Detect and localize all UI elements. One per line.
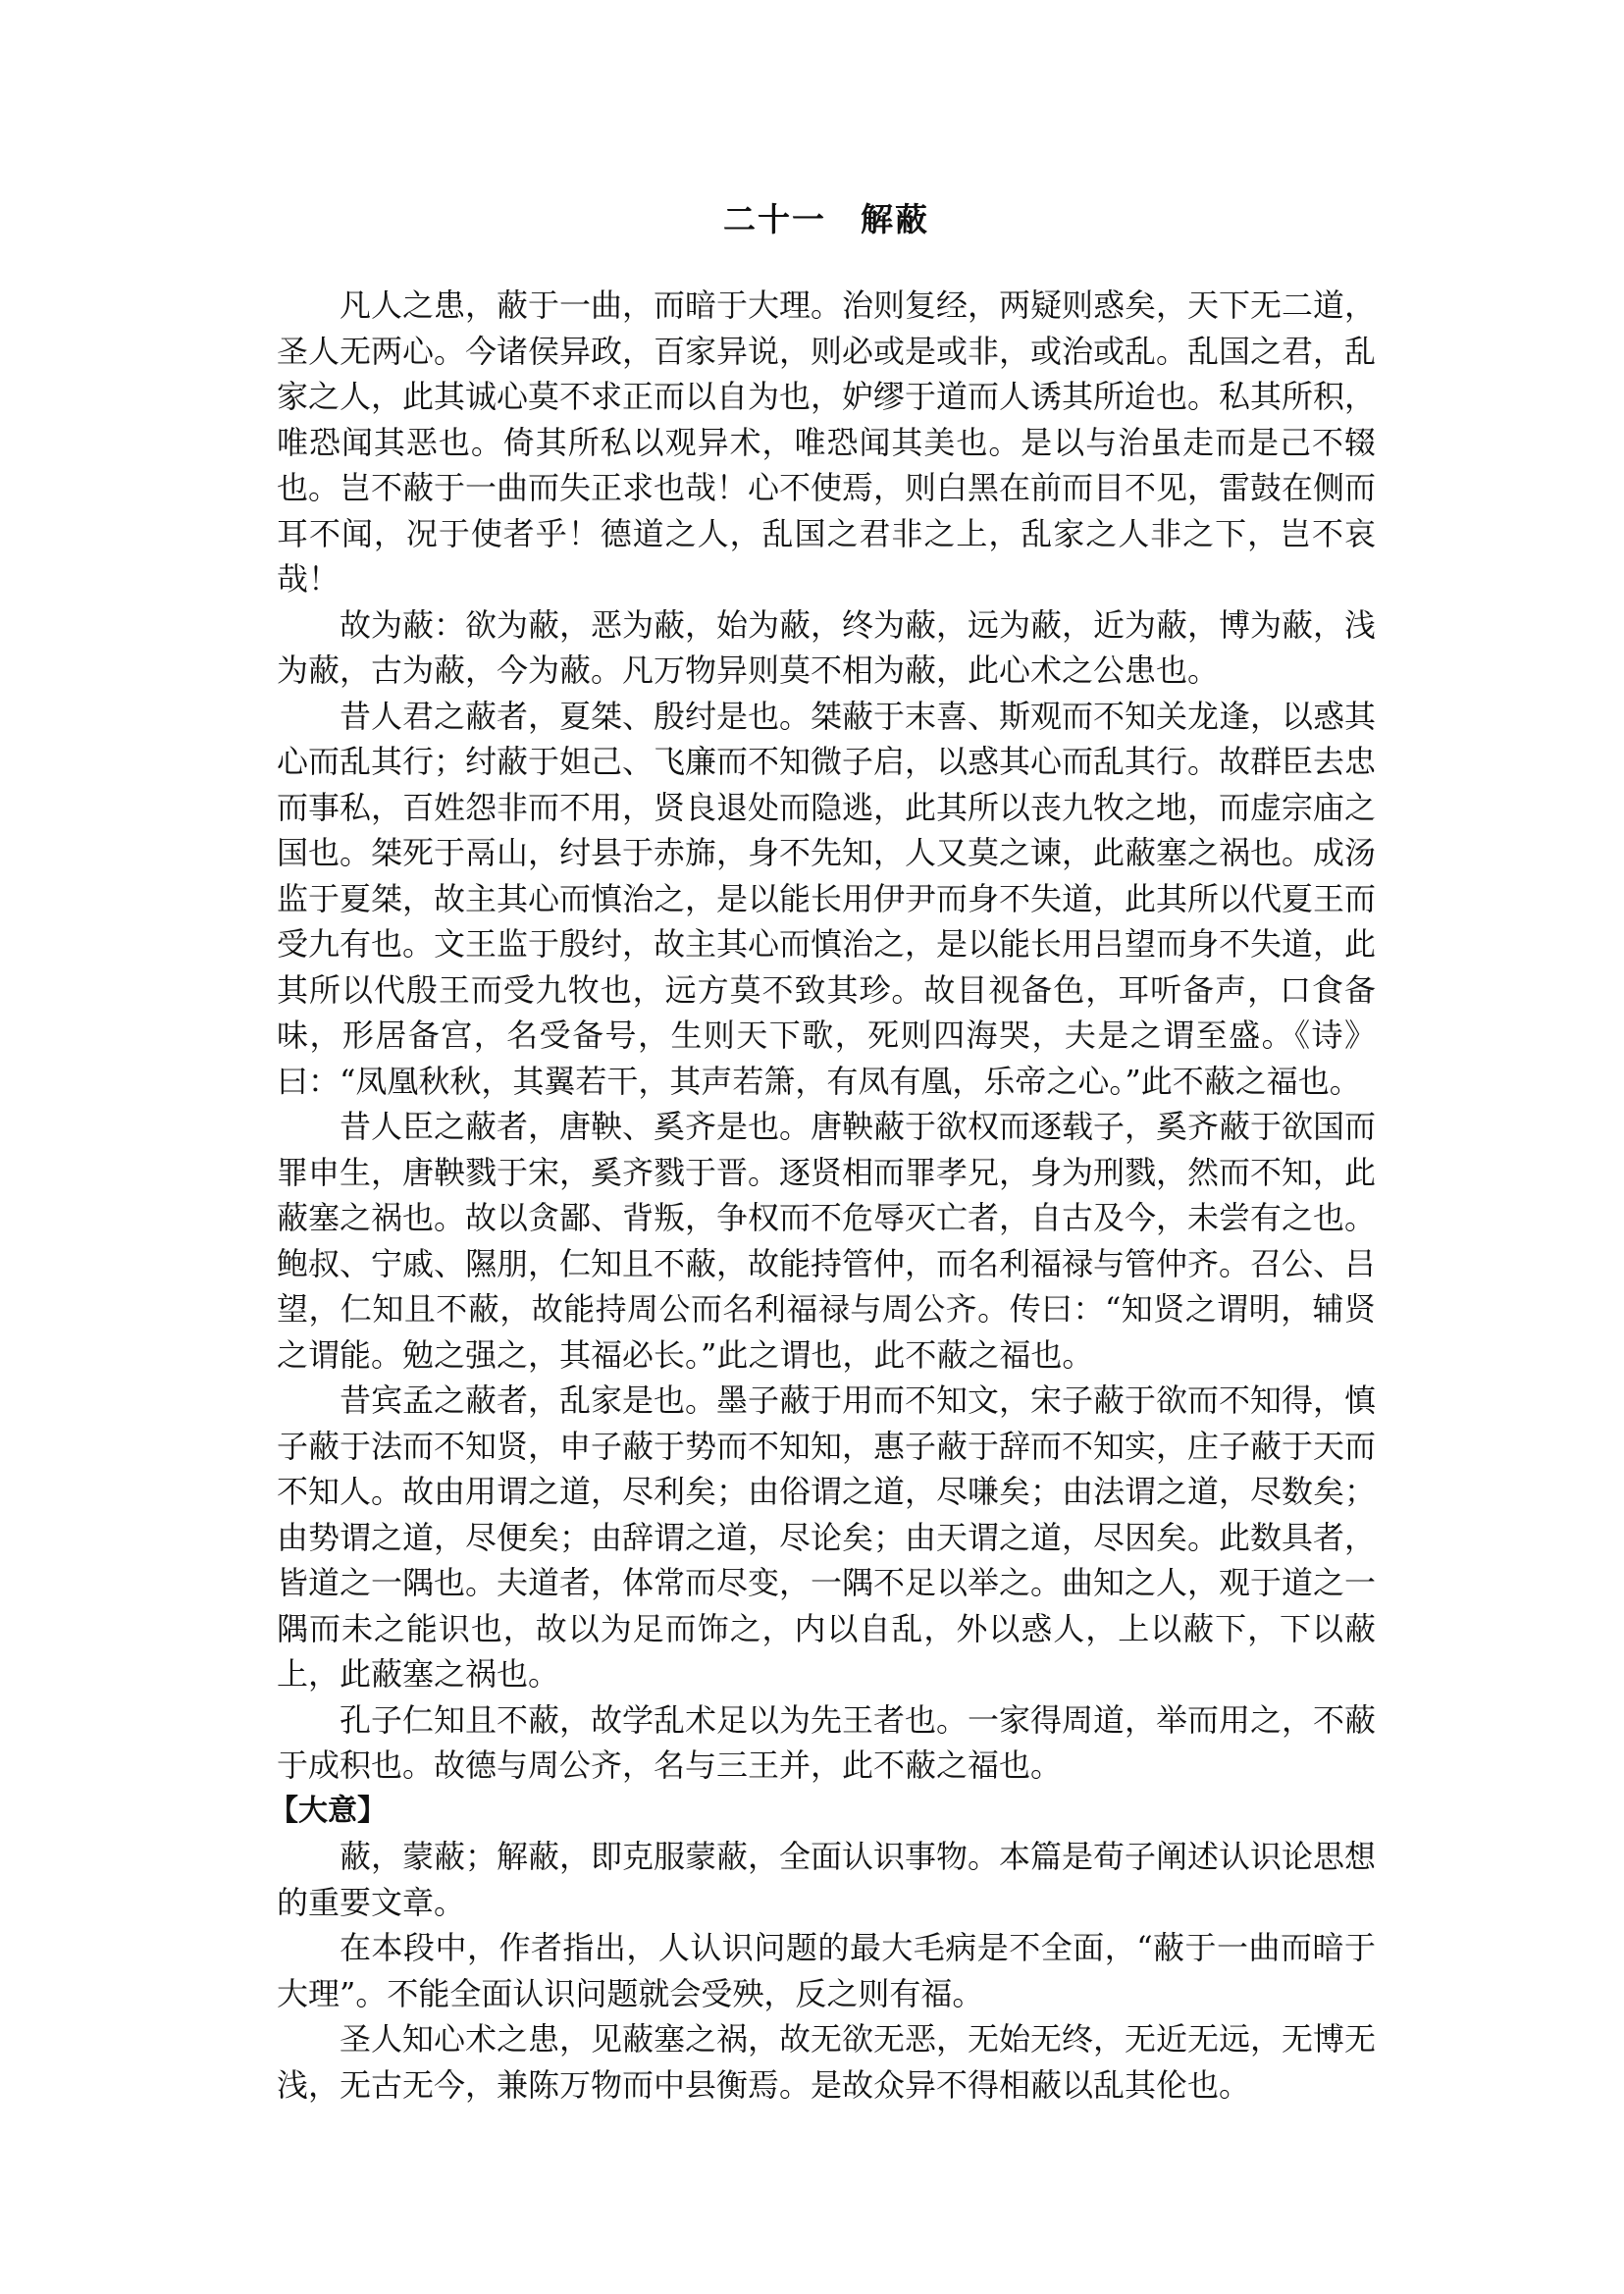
section-heading: 【大意】 xyxy=(269,1793,387,1828)
document-page xyxy=(269,196,1377,2108)
summary-paragraph: 在本段中，作者指出，人认识问题的最大毛病是不全面，“蔽于一曲而暗于大理”。不能全面认识问题就会受殃，反之则有福。 xyxy=(277,1929,1376,2012)
chapter-title: 二十一 解蔽 xyxy=(723,200,929,238)
summary-paragraph: 圣人知心术之患，见蔽塞之祸，故无欲无恶，无始无终，无近无远，无博无浅，无古无今，兼陈万物而中县衡焉。是故众异不得相蔽以乱其伦也。 xyxy=(277,2020,1377,2104)
body-paragraph: 昔宾孟之蔽者，乱家是也。墨子蔽于用而不知文，宋子蔽于欲而不知得，慎子蔽于法而不知贤，申子蔽于势而不知知，惠子蔽于辞而不知实，庄子蔽于天而不知人。故由用谓之道，尽利矣；由俗谓之道，尽嗛矣；由法谓之道，尽数矣；由势谓之道，尽便矣；由辞谓之道，尽论矣；由天谓之道，尽因矣。此数具者，皆道之一隅也。夫道者，体常而尽变，一隅不足以举之。曲知之人，观于道之一隅而未之能识也，故以为足而饰之，内以自乱，外以惑人，上以蔽下，下以蔽上，此蔽塞之祸也。 xyxy=(277,1382,1377,1693)
body-paragraph: 故为蔽：欲为蔽，恶为蔽，始为蔽，终为蔽，远为蔽，近为蔽，博为蔽，浅为蔽，古为蔽，今为蔽。凡万物异则莫不相为蔽，此心术之公患也。 xyxy=(277,605,1377,689)
body-paragraph: 昔人君之蔽者，夏桀、殷纣是也。桀蔽于末喜、斯观而不知关龙逢，以惑其心而乱其行；纣蔽于妲己、飞廉而不知微子启，以惑其心而乱其行。故群臣去忠而事私，百姓怨非而不用，贤良退处而隐逃，此其所以丧九牧之地，而虚宗庙之国也。桀死于鬲山，纣县于赤旆，身不先知，人又莫之谏，此蔽塞之祸也。成汤监于夏桀，故主其心而慎治之，是以能长用伊尹而身不失道，此其所以代夏王而受九有也。文王监于殷纣，故主其心而慎治之，是以能长用吕望而身不失道，此其所以代殷王而受九牧也，远方莫不致其珍。故目视备色，耳听备声，口食备味，形居备宫，名受备号，生则天下歌，死则四海哭，夫是之谓至盛。《诗》曰：“凤凰秋秋，其翼若干，其声若箫，有凤有凰，乐帝之心。”此不蔽之福也。 xyxy=(277,697,1377,1100)
body-paragraph: 凡人之患，蔽于一曲，而暗于大理。治则复经，两疑则惑矣，天下无二道，圣人无两心。今诸侯异政，百家异说，则必或是或非，或治或乱。乱国之君，乱家之人，此其诚心莫不求正而以自为也，妒缪于道而人诱其所迨也。私其所积，唯恐闻其恶也。倚其所私以观异术，唯恐闻其美也。是以与治虽走而是己不辍也。岂不蔽于一曲而失正求也哉！心不使焉，则白黑在前而目不见，雷鼓在侧而耳不闻，况于使者乎！德道之人，乱国之君非之上，乱家之人非之下，岂不哀哉！ xyxy=(277,287,1377,598)
summary-paragraph: 蔽，蒙蔽；解蔽，即克服蒙蔽，全面认识事物。本篇是荀子阐述认识论思想的重要文章。 xyxy=(277,1838,1377,1921)
body-paragraph: 孔子仁知且不蔽，故学乱术足以为先王者也。一家得周道，举而用之，不蔽于成积也。故德与周公齐，名与三王并，此不蔽之福也。 xyxy=(277,1700,1377,1784)
body-paragraph: 昔人臣之蔽者，唐鞅、奚齐是也。唐鞅蔽于欲权而逐载子，奚齐蔽于欲国而罪申生，唐鞅戮于宋，奚齐戮于晋。逐贤相而罪孝兄，身为刑戮，然而不知，此蔽塞之祸也。故以贪鄙、背叛，争权而不危辱灭亡者，自古及今，未尝有之也。鲍叔、宁戚、隰朋，仁知且不蔽，故能持管仲，而名利福禄与管仲齐。召公、吕望，仁知且不蔽，故能持周公而名利福禄与周公齐。传曰：“知贤之谓明，辅贤之谓能。勉之强之，其福必长。”此之谓也，此不蔽之福也。 xyxy=(277,1108,1377,1374)
